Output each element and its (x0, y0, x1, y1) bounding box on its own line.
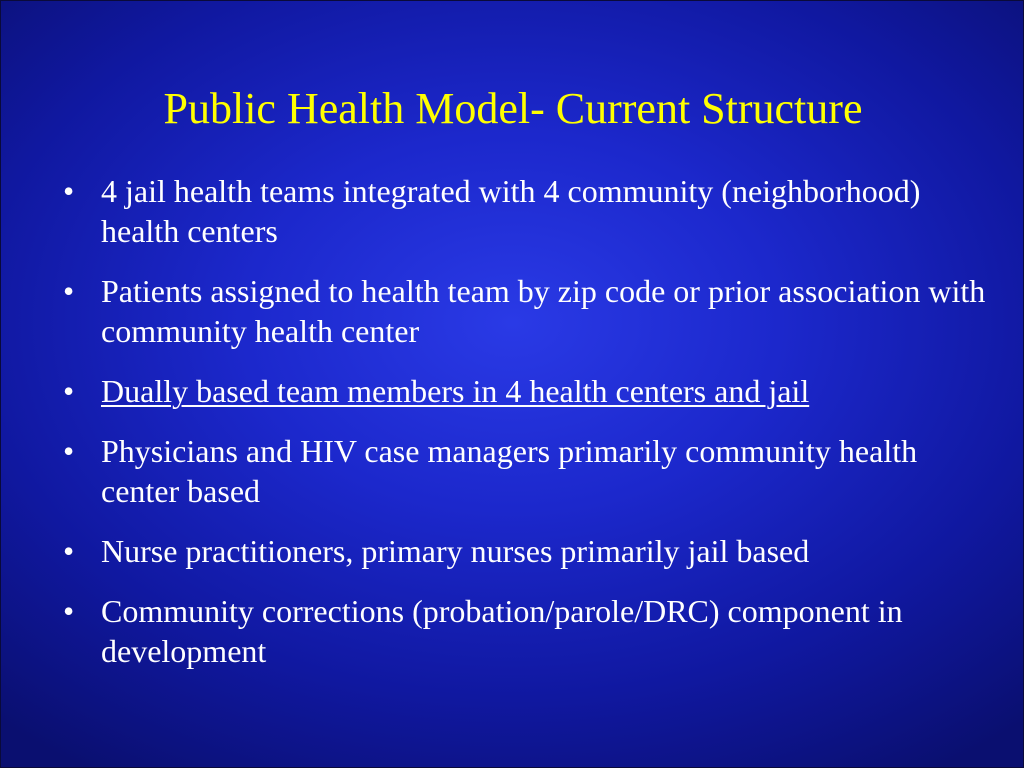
bullet-item-2 (61, 271, 1001, 351)
slide-title: Public Health Model- Current Structure (163, 84, 863, 133)
bullet-item-3 (61, 371, 1001, 411)
bullet-icon: • (63, 373, 75, 409)
bullet-icon: • (63, 433, 75, 469)
bullet-text: Patients assigned to health team by zip code or prior association with community health center (101, 273, 986, 349)
bullet-list (61, 171, 1001, 691)
bullet-item-5 (61, 531, 1001, 571)
bullet-text: Dually based team members in 4 health centers and jail (101, 373, 810, 409)
bullet-item-4 (61, 431, 1001, 511)
bullet-text: Community corrections (probation/parole/DRC) component in development (101, 593, 903, 669)
bullet-icon: • (63, 173, 75, 209)
bullet-item-1 (61, 171, 1001, 251)
bullet-text: Physicians and HIV case managers primarily community health center based (101, 433, 918, 509)
bullet-text: Nurse practitioners, primary nurses primarily jail based (101, 533, 810, 569)
bullet-item-6 (61, 591, 1001, 671)
bullet-icon: • (63, 533, 75, 569)
bullet-icon: • (63, 593, 75, 629)
bullet-text: 4 jail health teams integrated with 4 community (neighborhood) health centers (101, 173, 921, 249)
bullet-icon: • (63, 273, 75, 309)
